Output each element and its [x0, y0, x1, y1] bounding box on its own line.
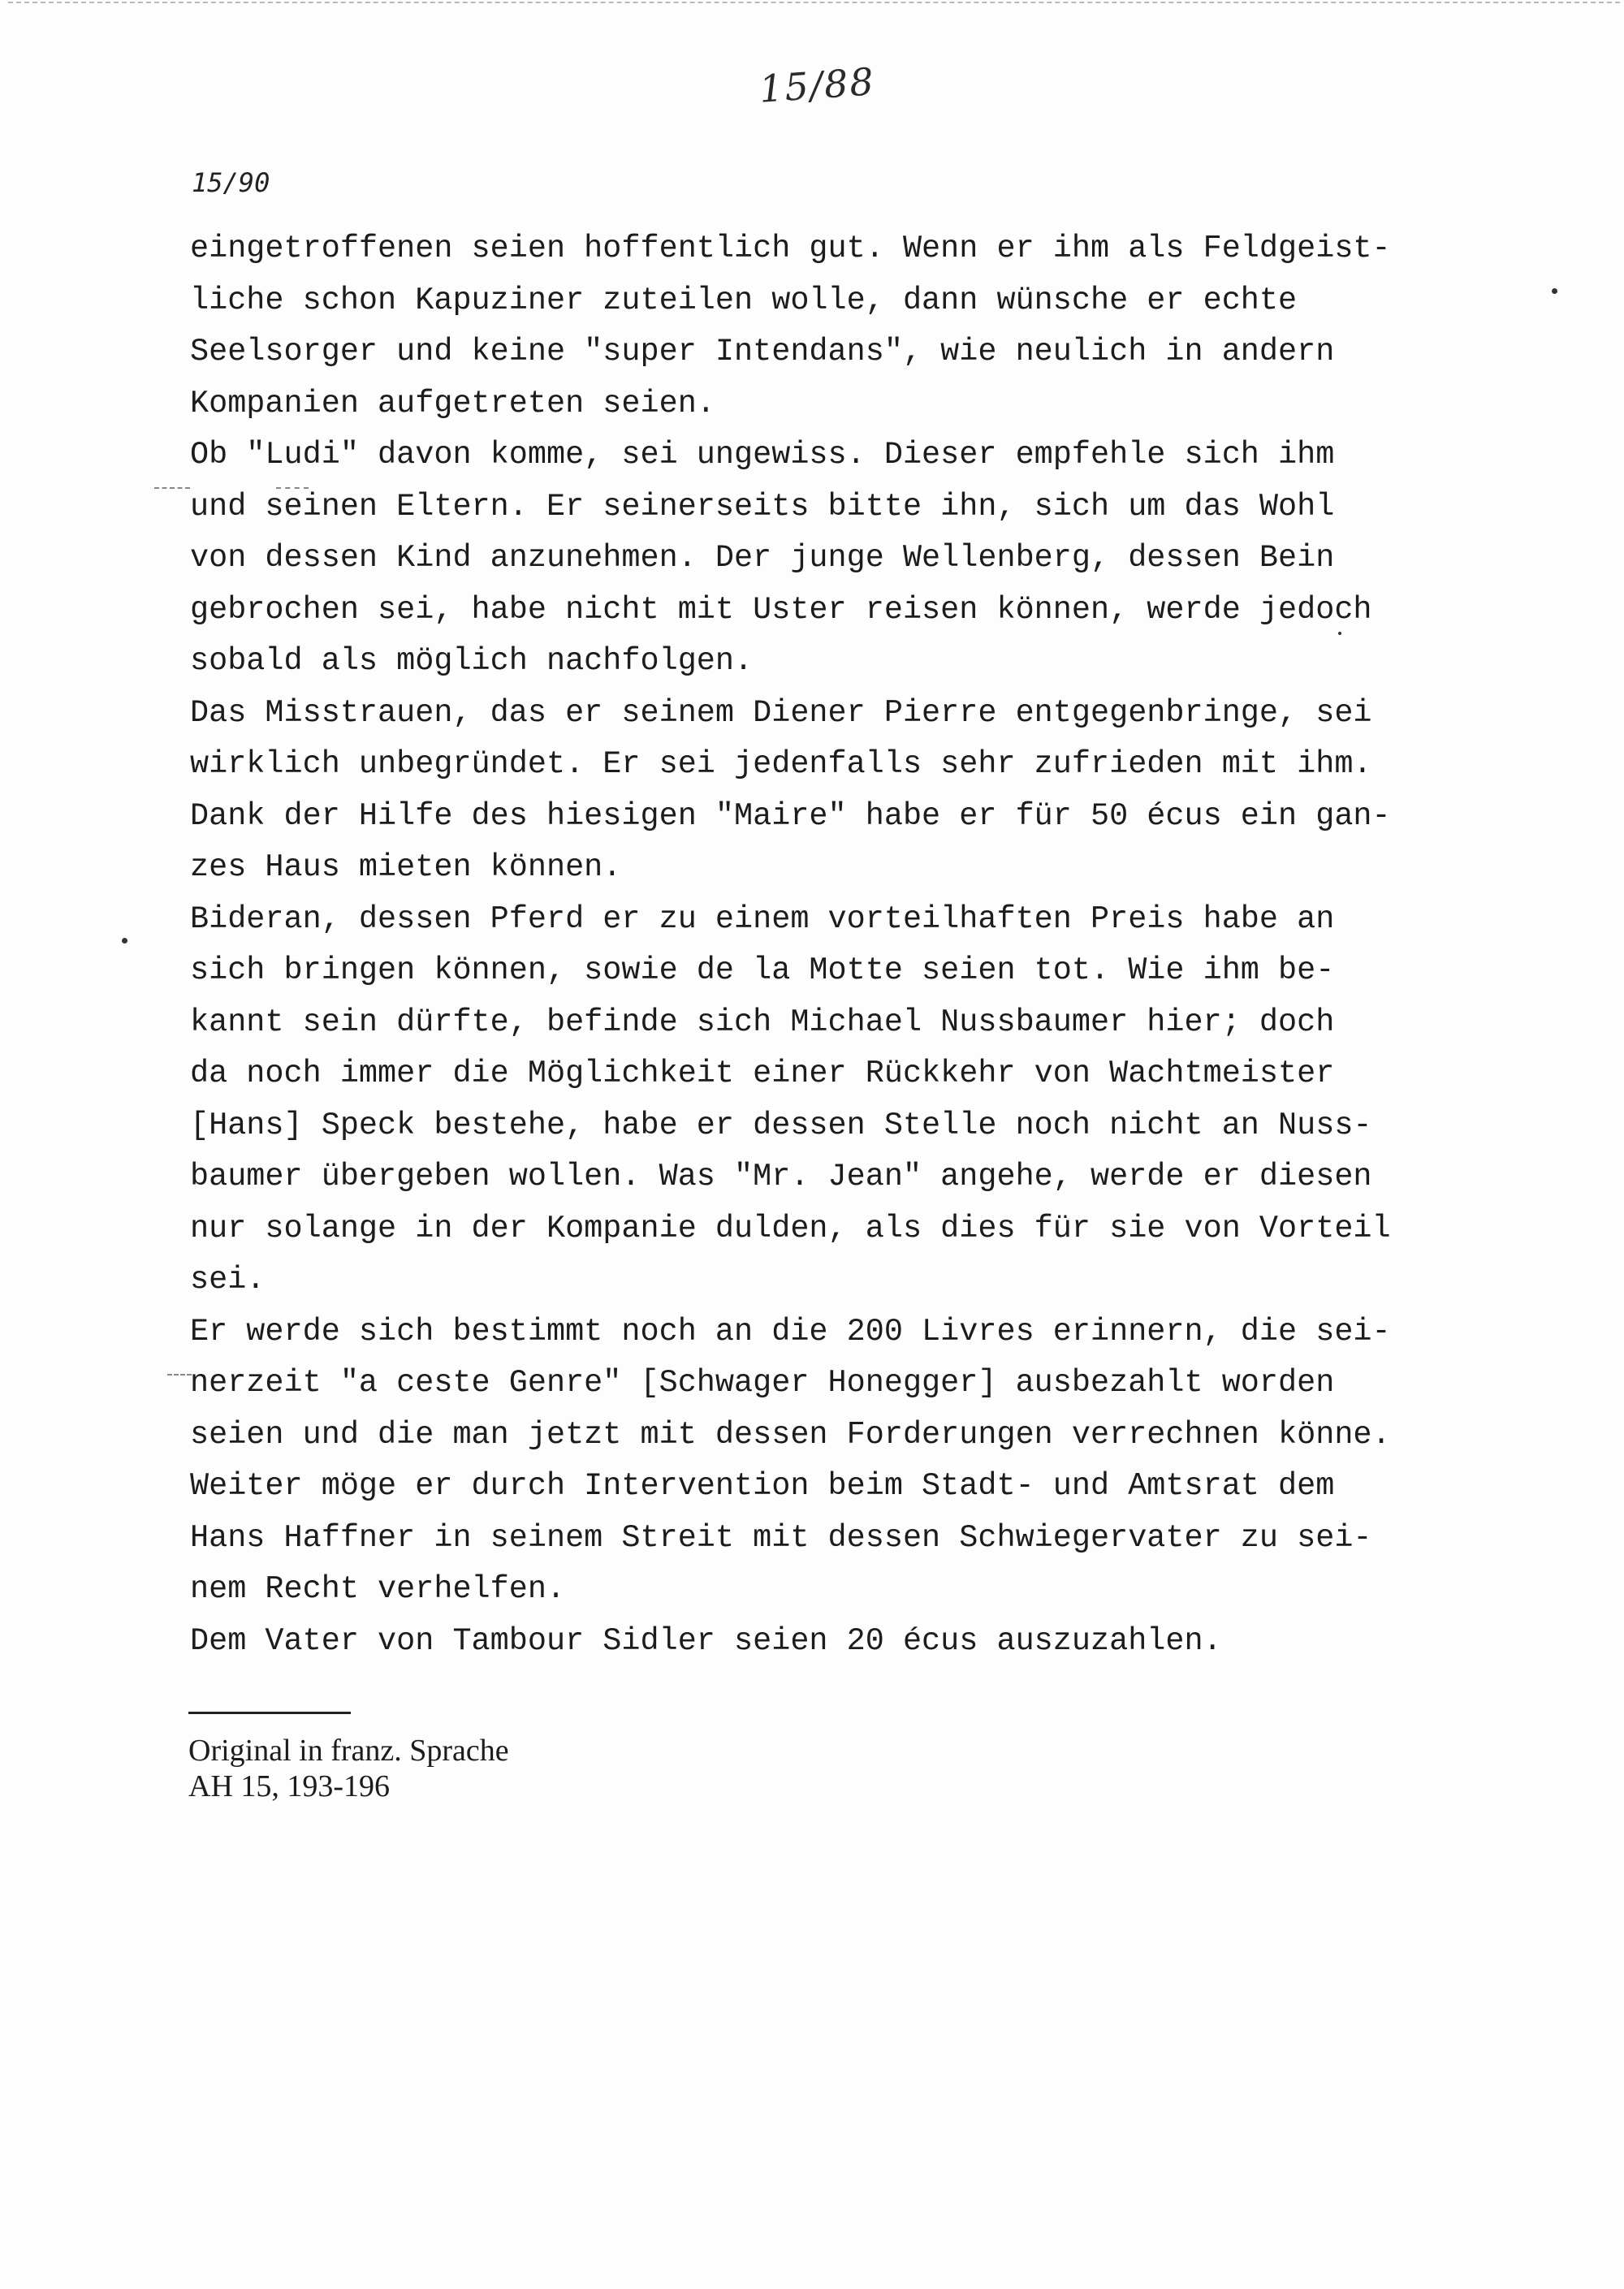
text-line: nerzeit "a ceste Genre" [Schwager Honegger] ausbezahlt worden	[190, 1365, 1335, 1401]
text-line: Weiter möge er durch Intervention beim Stadt- und Amtsrat dem	[190, 1468, 1335, 1504]
text-line: Hans Haffner in seinem Streit mit dessen Schwiegervater zu sei-	[190, 1519, 1372, 1556]
text-line: nur solange in der Kompanie dulden, als dies für sie von Vorteil	[190, 1210, 1391, 1246]
text-line: baumer übergeben wollen. Was "Mr. Jean" angehe, werde er diesen	[190, 1159, 1372, 1194]
scan-speck	[1338, 632, 1341, 635]
text-line: da noch immer die Möglichkeit einer Rückkehr von Wachtmeister	[190, 1056, 1335, 1091]
footnote	[188, 1733, 509, 1804]
footnote-archive-ref: AH 15, 193-196	[188, 1769, 391, 1803]
text-line: und seinen Eltern. Er seinerseits bitte ihn, sich um das Wohl	[190, 488, 1335, 525]
text-line: zes Haus mieten können.	[190, 849, 622, 885]
text-line: Er werde sich bestimmt noch an die 200 Livres erinnern, die sei-	[190, 1313, 1391, 1350]
text-line: gebrochen sei, habe nicht mit Uster reisen können, werde jedoch	[190, 591, 1372, 628]
text-line: [Hans] Speck bestehe, habe er dessen Stelle noch nicht an Nuss-	[190, 1107, 1372, 1143]
text-line: Ob "Ludi" davon komme, sei ungewiss. Dieser empfehle sich ihm	[190, 437, 1335, 473]
handwritten-archive-number: 15/88	[758, 59, 877, 111]
text-line: sobald als möglich nachfolgen.	[190, 643, 754, 679]
footnote-rule	[188, 1712, 351, 1714]
text-line: Bideran, dessen Pferd er zu einem vorteilhaften Preis habe an	[190, 900, 1335, 937]
text-line: Dem Vater von Tambour Sidler seien 20 écus auszuzahlen.	[190, 1622, 1222, 1659]
strike-mark	[276, 487, 309, 489]
text-line: liche schon Kapuziner zuteilen wolle, dann wünsche er echte	[190, 282, 1298, 318]
text-line: Kompanien aufgetreten seien.	[190, 385, 715, 421]
scan-edge-line	[8, 2, 1620, 3]
footnote-source-language: Original in franz. Sprache	[188, 1734, 509, 1768]
text-line: eingetroffenen seien hoffentlich gut. Wenn er ihm als Feldgeist-	[190, 231, 1391, 266]
text-line: von dessen Kind anzunehmen. Der junge Wellenberg, dessen Bein	[190, 540, 1335, 576]
text-line: sich bringen können, sowie de la Motte seien tot. Wie ihm be-	[190, 952, 1335, 988]
text-line: wirklich unbegründet. Er sei jedenfalls sehr zufrieden mit ihm.	[190, 746, 1372, 782]
scan-speck	[1552, 288, 1557, 294]
strike-mark	[154, 487, 190, 489]
scan-speck	[122, 938, 127, 944]
body-text	[190, 223, 1489, 1667]
text-line: kannt sein dürfte, befinde sich Michael Nussbaumer hier; doch	[190, 1004, 1335, 1040]
text-line: seien und die man jetzt mit dessen Forderungen verrechnen könne.	[190, 1416, 1391, 1453]
text-line: Das Misstrauen, das er seinem Diener Pierre entgegenbringe, sei	[190, 694, 1372, 731]
text-line: sei.	[190, 1262, 266, 1298]
page-reference: 15/90	[192, 167, 270, 198]
text-line: Dank der Hilfe des hiesigen "Maire" habe er für 50 écus ein gan-	[190, 797, 1391, 834]
strike-mark	[167, 1374, 192, 1376]
text-line: nem Recht verhelfen.	[190, 1571, 566, 1607]
text-line: Seelsorger und keine "super Intendans", wie neulich in andern	[190, 334, 1335, 369]
